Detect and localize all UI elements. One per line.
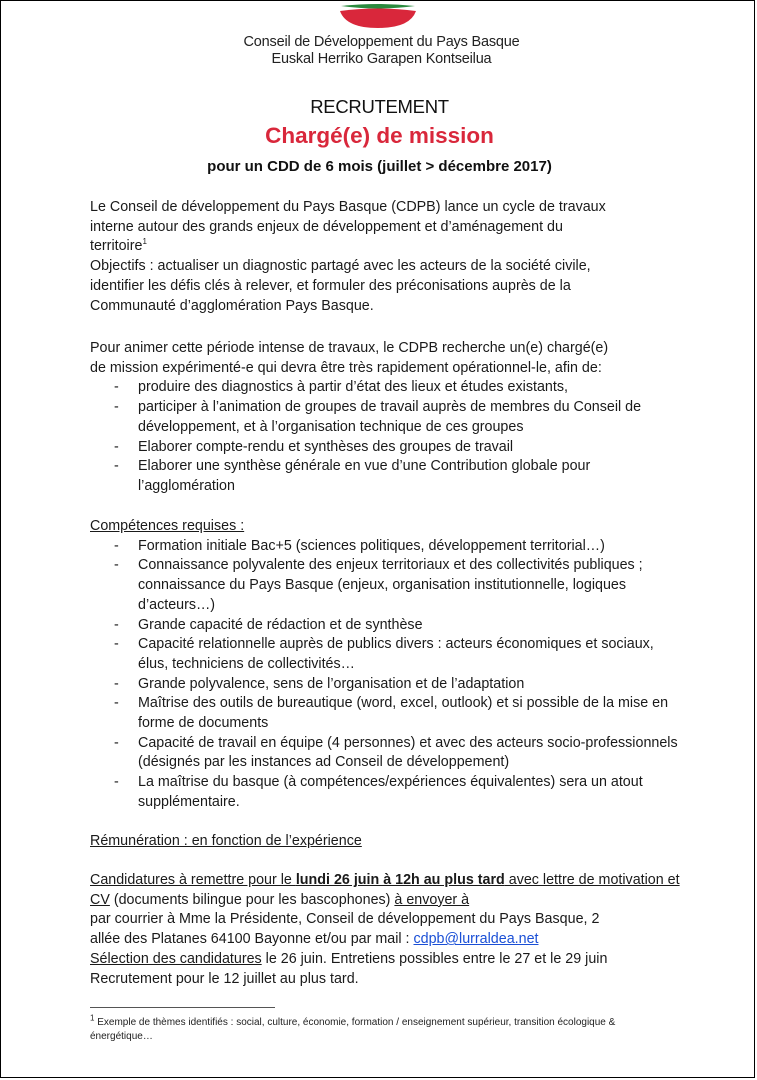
skills-heading: Compétences requises : (90, 518, 245, 534)
application-bilingual-note: (documents bilingue pour les bascophones) (109, 891, 395, 908)
mission-line: Pour animer cette période intense de travaux, le CDPB recherche un(e) chargé(e) (90, 340, 609, 356)
footnote-divider (90, 1007, 275, 1008)
intro-line: interne autour des grands enjeux de développement et d’aménagement du (90, 218, 563, 235)
mission-line: de mission expérimenté-e qui devra être très rapidement opérationnel-le, afin de: (90, 359, 602, 376)
org-name-french: Conseil de Développement du Pays Basque (243, 34, 520, 50)
address-line: par courrier à Mme la Présidente, Conseil de développement du Pays Basque, 2 (90, 911, 600, 928)
footnote-mark: 1 (90, 1013, 95, 1023)
list-item: - produire des diagnostics à partir d’état des lieux et études existants, (90, 378, 680, 398)
application-deadline: lundi 26 juin à 12h au plus tard (295, 872, 505, 888)
contract-subtitle: pour un CDD de 6 mois (juillet > décembre 2017) (207, 158, 552, 175)
list-item: - Connaissance polyvalente des enjeux territoriaux et des collectivités publiques ; connaissance du Pays Basque (enjeux, organisation institutionnelle, logiques d’acteurs…) (90, 556, 680, 615)
recruitment-date-line: Recrutement pour le 12 juillet au plus tard. (90, 970, 359, 987)
address-line: allée des Platanes 64100 Bayonne et/ou par mail : cdpb@lurraldea.net (90, 931, 539, 948)
org-name-basque: Euskal Herriko Garapen Kontseilua (271, 51, 492, 67)
recruitment-heading: RECRUTEMENT (310, 96, 449, 117)
objectives-line: Communauté d’agglomération Pays Basque. (90, 297, 374, 314)
list-item: - Capacité de travail en équipe (4 personnes) et avec des acteurs socio-professionnels (désignés par les instances ad Conseil de développement) (90, 734, 680, 773)
email-link[interactable]: cdpb@lurraldea.net (413, 931, 539, 948)
mission-list (90, 378, 680, 496)
footnote-reference[interactable]: 1 (142, 237, 147, 247)
list-item: - participer à l’animation de groupes de travail auprès de membres du Conseil de développement, et à l’organisation technique de ces groupes (90, 398, 680, 437)
remuneration-text: Rémunération : en fonction de l’expérience (90, 833, 362, 849)
remuneration-section (90, 832, 680, 852)
list-item: - Elaborer une synthèse générale en vue d’une Contribution globale pour l’agglomération (90, 457, 680, 496)
objectives-line: Objectifs : actualiser un diagnostic partagé avec les acteurs de la société civile, (90, 258, 591, 275)
skills-list (90, 537, 680, 813)
intro-line: territoire$^1$ (90, 237, 147, 255)
list-item: - Formation initiale Bac+5 (sciences politiques, développement territorial…) (90, 537, 680, 557)
list-item: - Maîtrise des outils de bureautique (word, excel, outlook) et si possible de la mise en forme de documents (90, 694, 680, 733)
application-text (90, 871, 680, 910)
cdpb-logo-icon (338, 3, 418, 29)
footnote (90, 1013, 650, 1044)
mission-section (90, 339, 680, 497)
objectives-line: identifier les défis clés à relever, et formuler des préconisations auprès de la (90, 277, 571, 294)
skills-section (90, 517, 680, 813)
application-intro: Candidatures à remettre pour le (90, 872, 296, 888)
application-documents: avec lettre de motivation et CV (90, 872, 680, 908)
list-item: - Grande capacité de rédaction et de synthèse (90, 616, 680, 636)
list-item: - Grande polyvalence, sens de l’organisation et de l’adaptation (90, 675, 680, 695)
application-send: à envoyer à (394, 891, 470, 908)
list-item: - La maîtrise du basque (à compétences/expériences équivalentes) sera un atout supplémentaire. (90, 773, 680, 812)
footnote-text: Exemple de thèmes identifiés : social, culture, économie, formation / enseignement supérieur, transition écologique & énergétique… (90, 1017, 616, 1042)
list-item: - Capacité relationnelle auprès de publics divers : acteurs économiques et sociaux, élus, techniciens de collectivités… (90, 635, 680, 674)
application-section (90, 871, 680, 989)
intro-section (90, 198, 680, 316)
selection-label: Sélection des candidatures (90, 950, 262, 967)
position-title: Chargé(e) de mission (265, 123, 494, 148)
intro-line: Le Conseil de développement du Pays Basque (CDPB) lance un cycle de travaux (90, 199, 606, 215)
selection-line: Sélection des candidatures le 26 juin. Entretiens possibles entre le 27 et le 29 juin (90, 950, 608, 967)
list-item: - Elaborer compte-rendu et synthèses des groupes de travail (90, 438, 680, 458)
